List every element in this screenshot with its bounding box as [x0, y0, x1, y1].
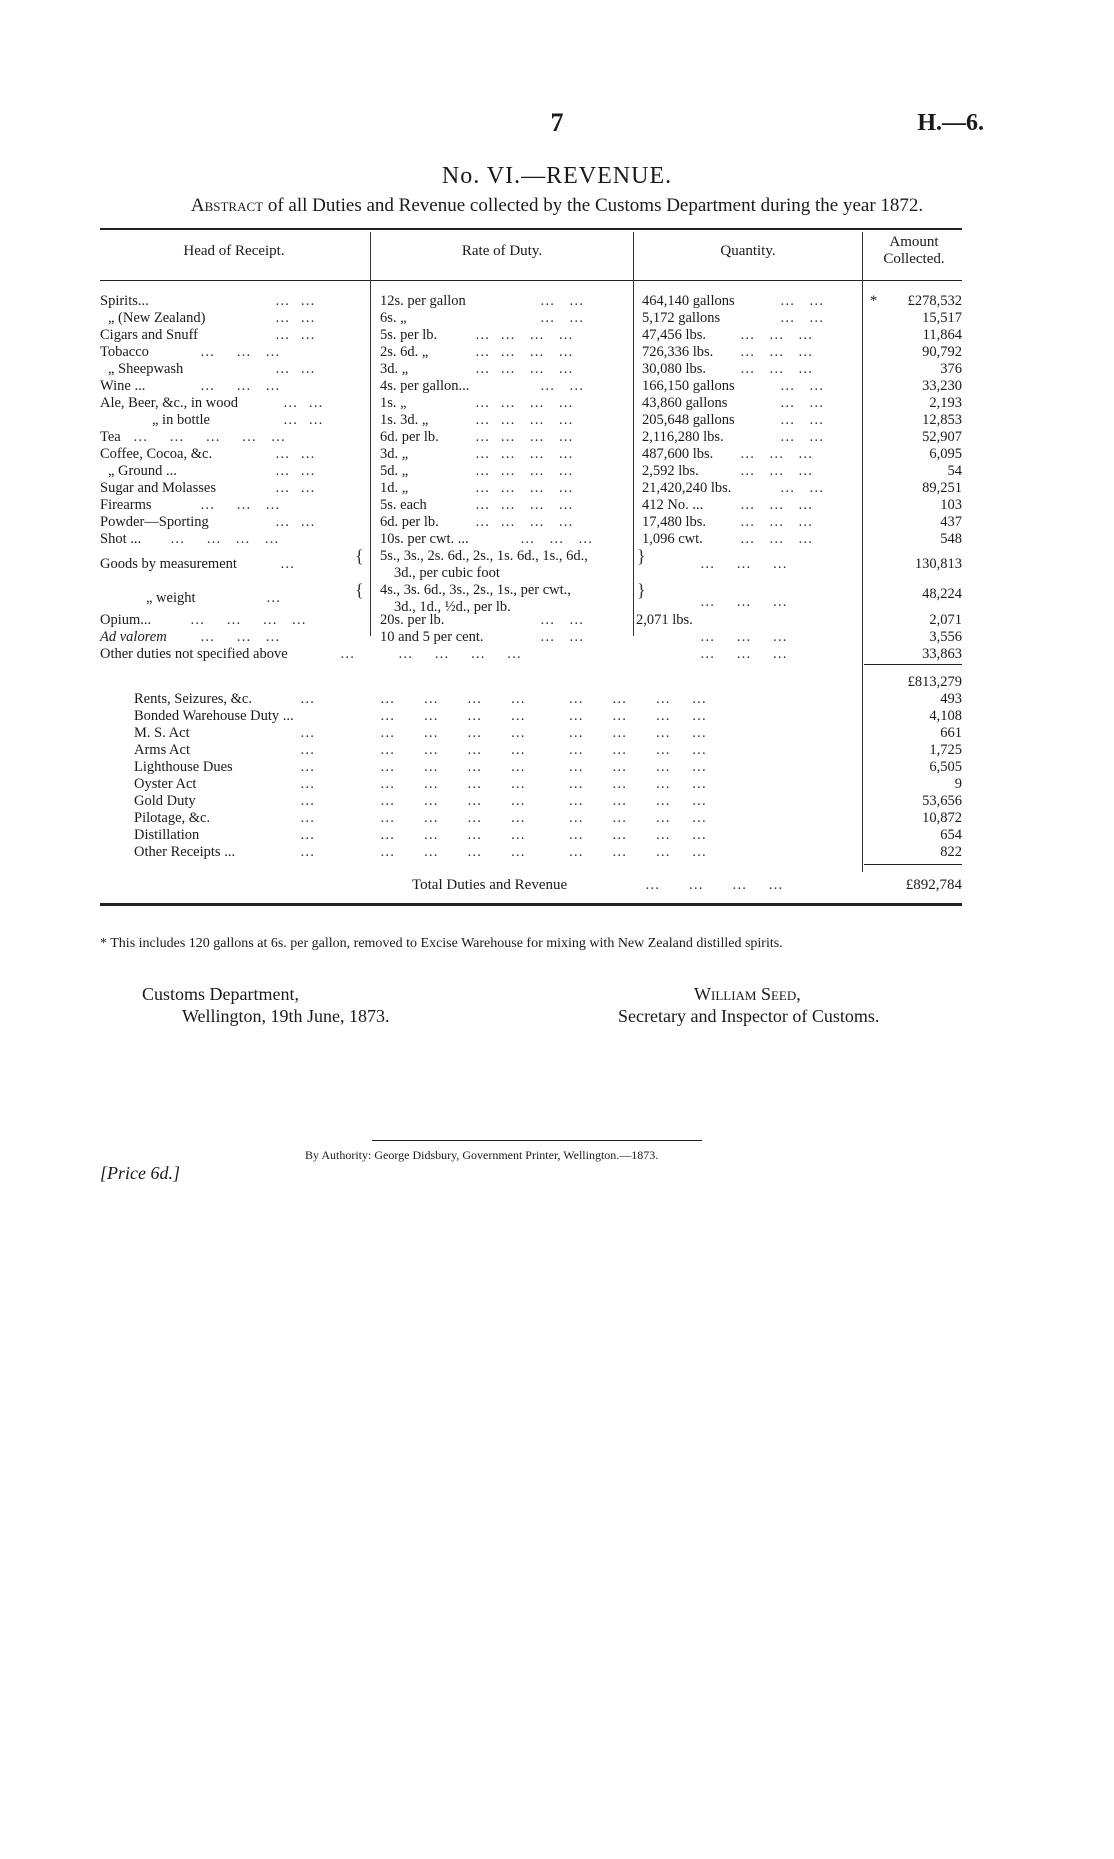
- dot-leader: … … … …: [645, 877, 783, 893]
- amount-collected: 6,095: [929, 446, 962, 462]
- column-divider-1: [370, 232, 371, 636]
- duty-rate: 12s. per gallon: [380, 293, 466, 309]
- dot-leader: … … …: [740, 327, 813, 343]
- dot-leader: … … … …: [475, 429, 573, 445]
- receipt-head: Arms Act: [134, 742, 190, 758]
- dot-leader: …: [300, 742, 315, 758]
- quantity: 30,080 lbs.: [642, 361, 707, 377]
- dot-leader: … …: [540, 378, 584, 394]
- dot-leader: … … …: [700, 629, 787, 645]
- dot-leader: … …: [780, 395, 824, 411]
- duty-rate: 6d. per lb.: [380, 429, 439, 445]
- quantity: 43,860 gallons: [642, 395, 728, 411]
- amount-collected: 3,556: [929, 629, 962, 645]
- column-header-amount-line2: Collected.: [883, 251, 945, 267]
- dot-leader: …: [300, 759, 315, 775]
- dot-leader: … … …: [700, 594, 787, 610]
- receipt-head: Coffee, Cocoa, &c.: [100, 446, 213, 462]
- dot-leader: … …: [275, 310, 315, 326]
- dot-leader: …: [300, 827, 315, 843]
- amount-collected: 90,792: [922, 344, 962, 360]
- dot-leader: … … …: [740, 463, 813, 479]
- dot-leader: … …: [780, 412, 824, 428]
- left-brace-icon: {: [355, 546, 364, 566]
- dot-leader: … … …: [200, 497, 280, 513]
- amount-collected: 493: [940, 691, 962, 707]
- receipt-head: Other duties not specified above: [100, 646, 288, 662]
- total-label: Total Duties and Revenue: [412, 877, 568, 893]
- quantity: 464,140 gallons: [642, 293, 735, 309]
- amount-collected: 2,193: [929, 395, 962, 411]
- dot-leader: … …: [780, 429, 824, 445]
- dot-leader: … … …: [740, 361, 813, 377]
- dot-leader: … …: [283, 412, 323, 428]
- dot-leader: … … …: [740, 531, 813, 547]
- dot-leader: … … …: [700, 646, 787, 662]
- dot-leader: …: [300, 691, 315, 707]
- receipt-head: Sugar and Molasses: [100, 480, 216, 496]
- dot-leader: … … … … … … … …: [380, 793, 707, 809]
- dot-leader: …: [340, 646, 355, 662]
- printer-imprint: By Authority: George Didsbury, Government Printer, Wellington.—1873.: [305, 1148, 659, 1162]
- quantity: 166,150 gallons: [642, 378, 735, 394]
- footnote: * This includes 120 gallons at 6s. per gallon, removed to Excise Warehouse for mixing with New Zealand distilled spirits.: [100, 936, 783, 951]
- receipt-head: Wine ...: [100, 378, 146, 394]
- dot-leader: … … …: [740, 514, 813, 530]
- duty-rate-line1: 4s., 3s. 6d., 3s., 2s., 1s., per cwt.,: [380, 582, 571, 598]
- receipt-head: M. S. Act: [134, 725, 190, 741]
- amount-collected: 661: [940, 725, 962, 741]
- dot-leader: … …: [275, 293, 315, 309]
- dot-leader: … … … … …: [133, 429, 286, 445]
- total-rule-top: [864, 864, 962, 865]
- quantity: 17,480 lbs.: [642, 514, 707, 530]
- duty-rate: 1d. „: [380, 480, 409, 496]
- dot-leader: … …: [275, 463, 315, 479]
- quantity: 726,336 lbs.: [642, 344, 714, 360]
- dot-leader: … … … … … … … …: [380, 776, 707, 792]
- dot-leader: … … …: [740, 497, 813, 513]
- dot-leader: …: [300, 776, 315, 792]
- dot-leader: … …: [540, 310, 584, 326]
- receipt-head: Firearms: [100, 497, 152, 513]
- total-amount: £892,784: [905, 877, 962, 893]
- amount-collected: £278,532: [907, 293, 962, 309]
- amount-collected: 33,863: [922, 646, 962, 662]
- amount-collected: 53,656: [922, 793, 962, 809]
- receipt-head: Shot ...: [100, 531, 142, 547]
- dot-leader: … …: [275, 514, 315, 530]
- amount-collected: 11,864: [922, 327, 962, 343]
- quantity: 2,071 lbs.: [636, 612, 693, 628]
- dot-leader: … …: [780, 480, 824, 496]
- dot-leader: … …: [275, 327, 315, 343]
- dot-leader: … … … … … … … …: [380, 810, 707, 826]
- imprint-rule: [372, 1140, 702, 1141]
- receipt-head: „ weight: [146, 590, 196, 606]
- page-number: 7: [550, 108, 564, 137]
- duty-rate: 1s. „: [380, 395, 407, 411]
- amount-collected: 103: [940, 497, 962, 513]
- right-brace-icon: }: [637, 580, 646, 600]
- dot-leader: … …: [540, 612, 584, 628]
- dot-leader: …: [266, 590, 281, 606]
- dot-leader: … … … …: [475, 344, 573, 360]
- duty-rate: 5s. each: [380, 497, 427, 513]
- duty-rate: 10 and 5 per cent.: [380, 629, 484, 645]
- dot-leader: …: [300, 810, 315, 826]
- dot-leader: … … … … … … … …: [380, 725, 707, 741]
- dot-leader: … … … …: [475, 514, 573, 530]
- receipt-head: Powder—Sporting: [100, 514, 209, 530]
- dot-leader: … … … …: [170, 531, 279, 547]
- duty-rate-line1: 5s., 3s., 2s. 6d., 2s., 1s. 6d., 1s., 6d.,: [380, 548, 588, 564]
- duty-rate-line2: 3d., per cubic foot: [394, 565, 500, 581]
- dot-leader: … … … …: [475, 412, 573, 428]
- receipt-head: Spirits...: [100, 293, 149, 309]
- receipt-head: Rents, Seizures, &c.: [134, 691, 252, 707]
- quantity: 2,116,280 lbs.: [642, 429, 724, 445]
- dot-leader: … … … … … … … …: [380, 708, 707, 724]
- amount-collected: 822: [940, 844, 962, 860]
- dot-leader: … … …: [520, 531, 593, 547]
- duty-rate: 6d. per lb.: [380, 514, 439, 530]
- amount-collected: 54: [947, 463, 962, 479]
- duty-rate: 5s. per lb.: [380, 327, 438, 343]
- duty-rate: 20s. per lb.: [380, 612, 445, 628]
- dot-leader: … … …: [740, 344, 813, 360]
- duty-rate: 3d. „: [380, 446, 409, 462]
- column-header-quantity: Quantity.: [720, 243, 776, 259]
- dot-leader: … … … …: [475, 480, 573, 496]
- left-brace-icon: {: [355, 580, 364, 600]
- dot-leader: … … …: [700, 556, 787, 572]
- subtitle-rest: of all Duties and Revenue collected by the Customs Department during the year 1872.: [263, 195, 924, 216]
- dot-leader: … …: [780, 293, 824, 309]
- right-brace-icon: }: [637, 546, 646, 566]
- receipt-head: Pilotage, &c.: [134, 810, 211, 826]
- signature-place-line2: Wellington, 19th June, 1873.: [182, 1006, 390, 1026]
- receipt-head: „ Ground ...: [108, 463, 177, 479]
- dot-leader: … … … …: [190, 612, 306, 628]
- receipt-head: „ in bottle: [152, 412, 210, 428]
- page-subtitle: [0, 195, 1114, 217]
- dot-leader: … … …: [200, 344, 280, 360]
- amount-collected: 6,505: [929, 759, 962, 775]
- dot-leader: … … … …: [475, 497, 573, 513]
- amount-collected: 2,071: [929, 612, 962, 628]
- dot-leader: … … … …: [475, 361, 573, 377]
- amount-collected: 89,251: [922, 480, 962, 496]
- amount-collected: 437: [940, 514, 962, 530]
- subtotal-amount: £813,279: [907, 674, 962, 690]
- table-top-rule: [100, 228, 962, 230]
- dot-leader: … … … … … … … …: [380, 759, 707, 775]
- receipt-head: „ (New Zealand): [108, 310, 206, 326]
- duty-rate: 2s. 6d. „: [380, 344, 429, 360]
- subtotal-rule: [864, 664, 962, 665]
- receipt-head: Tobacco: [100, 344, 149, 360]
- amount-collected: 33,230: [922, 378, 962, 394]
- amount-collected: 1,725: [929, 742, 962, 758]
- quantity: 47,456 lbs.: [642, 327, 707, 343]
- quantity: 1,096 cwt.: [642, 531, 703, 547]
- receipt-head: Other Receipts ...: [134, 844, 236, 860]
- amount-collected: 15,517: [922, 310, 962, 326]
- receipt-head: Ad valorem: [100, 629, 167, 645]
- dot-leader: … … … … … … … …: [380, 742, 707, 758]
- table-header-rule: [100, 280, 962, 281]
- duty-rate: 5d. „: [380, 463, 409, 479]
- amount-collected: 12,853: [922, 412, 962, 428]
- dot-leader: …: [300, 793, 315, 809]
- dot-leader: … … … …: [475, 463, 573, 479]
- price-label: [Price 6d.]: [100, 1163, 180, 1183]
- amount-collected: 4,108: [929, 708, 962, 724]
- quantity: 5,172 gallons: [642, 310, 721, 326]
- dot-leader: … …: [275, 361, 315, 377]
- amount-collected: 52,907: [922, 429, 962, 445]
- receipt-head: Tea: [100, 429, 121, 445]
- duty-rate: 1s. 3d. „: [380, 412, 429, 428]
- dot-leader: … … …: [740, 446, 813, 462]
- duty-rate: 4s. per gallon...: [380, 378, 470, 394]
- dot-leader: … … … …: [475, 446, 573, 462]
- dot-leader: … …: [283, 395, 323, 411]
- dot-leader: … …: [275, 446, 315, 462]
- quantity: 487,600 lbs.: [642, 446, 714, 462]
- receipt-head: Cigars and Snuff: [100, 327, 199, 343]
- quantity: 21,420,240 lbs.: [642, 480, 732, 496]
- dot-leader: … … … …: [475, 395, 573, 411]
- column-header-head: Head of Receipt.: [183, 243, 285, 259]
- column-header-amount: [864, 234, 964, 268]
- dot-leader: … … … … … … … …: [380, 827, 707, 843]
- dot-leader: … … … …: [398, 646, 522, 662]
- receipt-head: Opium...: [100, 612, 152, 628]
- receipt-head: Goods by measurement: [100, 556, 237, 572]
- amount-collected: 376: [940, 361, 962, 377]
- receipt-head: Gold Duty: [134, 793, 196, 809]
- quantity: 2,592 lbs.: [642, 463, 699, 479]
- table-bottom-rule: [100, 903, 962, 906]
- quantity: 412 No. ...: [642, 497, 704, 513]
- amount-collected: 10,872: [922, 810, 962, 826]
- receipt-head: Lighthouse Dues: [134, 759, 233, 775]
- page-title: No. VI.—REVENUE.: [441, 163, 673, 189]
- dot-leader: …: [300, 844, 315, 860]
- quantity: 205,648 gallons: [642, 412, 735, 428]
- receipt-head: Ale, Beer, &c., in wood: [100, 395, 238, 411]
- amount-collected: 130,813: [914, 556, 962, 572]
- dot-leader: … …: [275, 480, 315, 496]
- subtitle-lead: Abstract: [190, 195, 264, 216]
- duty-rate: 3d. „: [380, 361, 409, 377]
- amount-collected: 48,224: [922, 586, 962, 602]
- receipt-head: Oyster Act: [134, 776, 197, 792]
- dot-leader: … …: [540, 293, 584, 309]
- receipt-head: „ Sheepwash: [108, 361, 184, 377]
- column-header-rate: Rate of Duty.: [461, 243, 543, 259]
- receipt-head: Distillation: [134, 827, 200, 843]
- dot-leader: … … … … … … … …: [380, 691, 707, 707]
- column-header-amount-line1: Amount: [889, 234, 939, 250]
- duty-rate: 10s. per cwt. ...: [380, 531, 469, 547]
- dot-leader: … … … … … … … …: [380, 844, 707, 860]
- duty-rate-line2: 3d., 1d., ½d., per lb.: [394, 599, 511, 615]
- signature-place-line1: Customs Department,: [142, 984, 299, 1004]
- dot-leader: … … … …: [475, 327, 573, 343]
- dot-leader: …: [300, 725, 315, 741]
- amount-collected: 548: [940, 531, 962, 547]
- page-reference: H.—6.: [917, 110, 984, 136]
- dot-leader: … …: [780, 310, 824, 326]
- signature-name: William Seed,: [694, 984, 801, 1004]
- duty-rate: 6s. „: [380, 310, 407, 326]
- receipt-head: Bonded Warehouse Duty ...: [134, 708, 294, 724]
- dot-leader: … … …: [200, 378, 280, 394]
- dot-leader: … …: [780, 378, 824, 394]
- amount-collected: 9: [954, 776, 962, 792]
- dot-leader: …: [280, 556, 295, 572]
- dot-leader: … … …: [200, 629, 280, 645]
- footnote-mark: *: [870, 293, 878, 309]
- column-divider-2: [633, 232, 634, 636]
- dot-leader: … …: [540, 629, 584, 645]
- signature-role: Secretary and Inspector of Customs.: [618, 1006, 880, 1026]
- amount-collected: 654: [940, 827, 962, 843]
